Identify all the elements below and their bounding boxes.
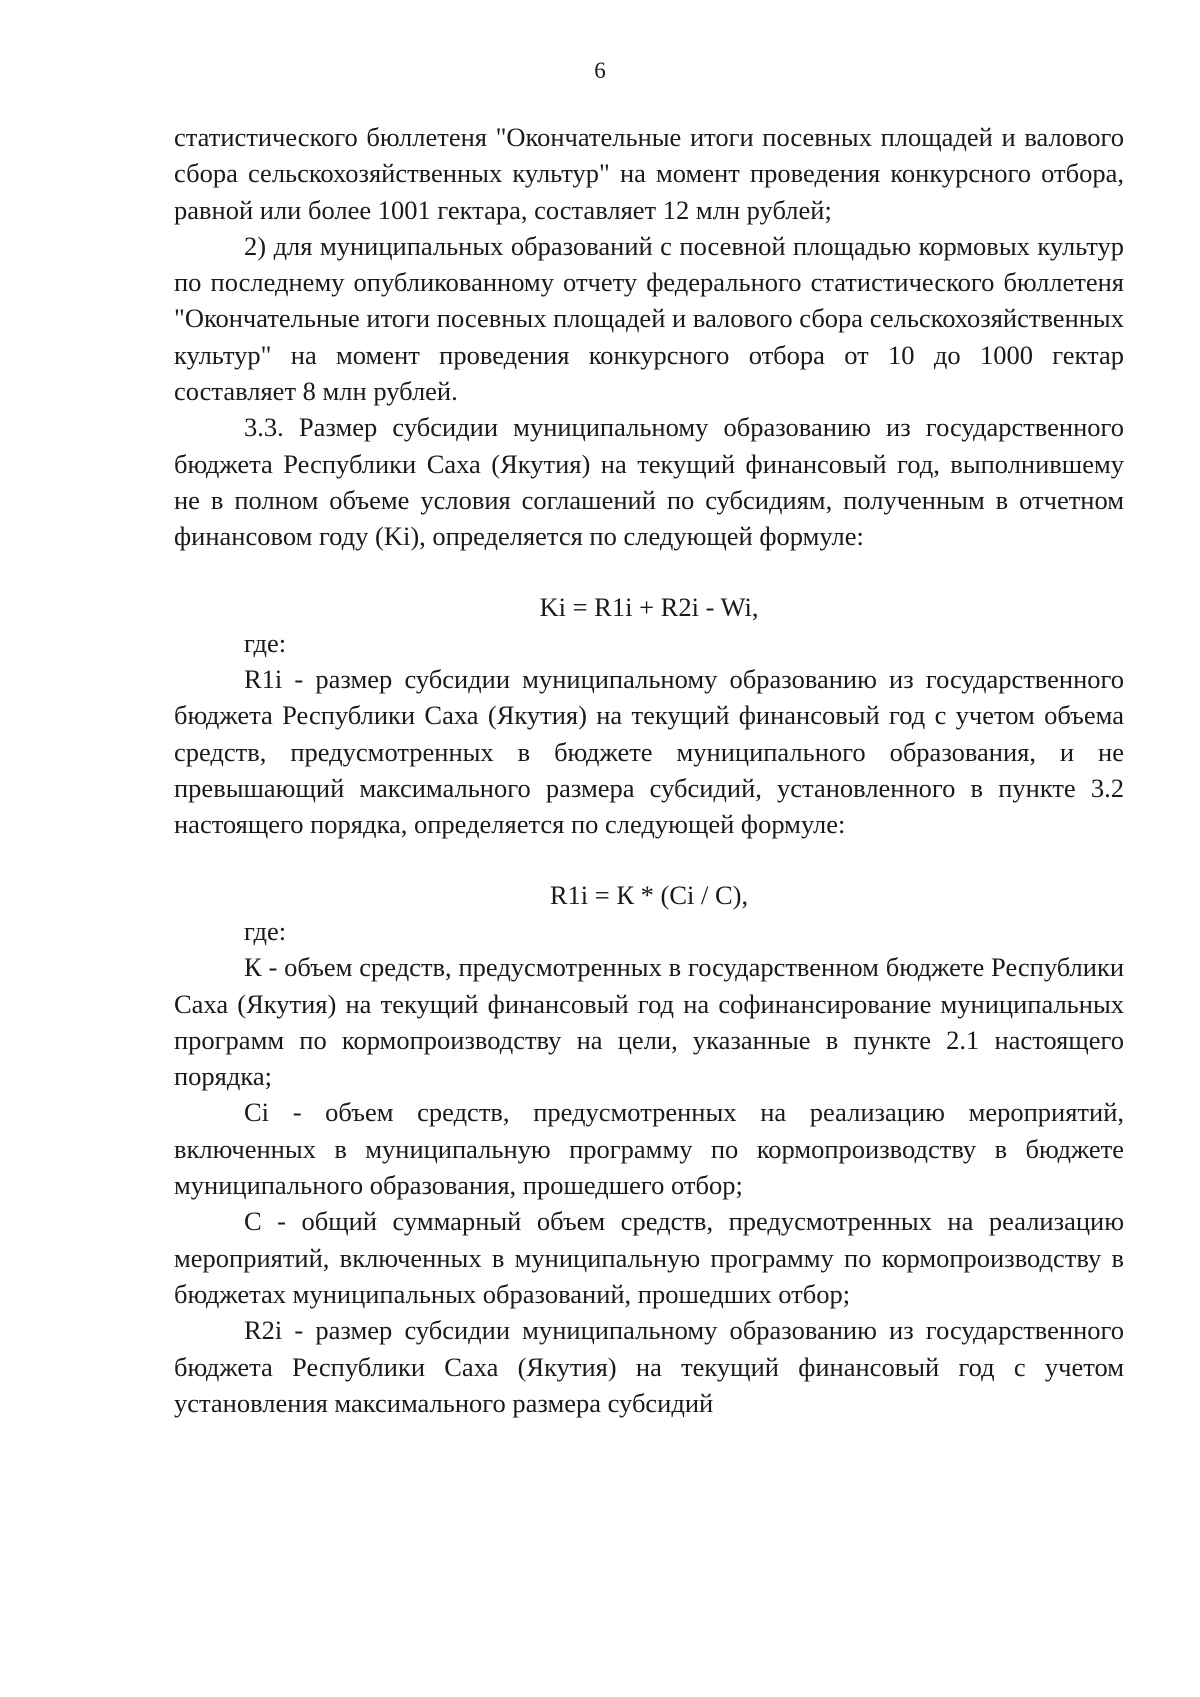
paragraph-c-definition: С - общий суммарный объем средств, предусмотренных на реализацию мероприятий, включенных в муниципальную программу по кормопроизводству в бюджетах муниципальных образований, прошедших отбор; bbox=[174, 1206, 1124, 1309]
paragraph-k-definition: К - объем средств, предусмотренных в государственном бюджете Республики Саха (Якутия) на текущий финансовый год на софинансирование муниципальных программ по кормопроизводству на цели, указанные в пункте 2.1 настоящего порядка; bbox=[174, 952, 1124, 1092]
paragraph-3-3: 3.3. Размер субсидии муниципальному образованию из государственного бюджета Республики Саха (Якутия) на текущий финансовый год, выполнившему не в полном объеме условия соглашений по субсидиям, полученным в отчетном финансовом году (Ki), определяется по следующей формуле: bbox=[174, 412, 1124, 552]
paragraph-r1i-definition: R1i - размер субсидии муниципальному образованию из государственного бюджета Республики Саха (Якутия) на текущий финансовый год с учетом объема средств, предусмотренных в бюджете муниципального образования, и не превышающий максимального размера субсидий, установленного в пункте 3.2 настоящего порядка, определяется по следующей формуле: bbox=[174, 664, 1124, 840]
page-number: 6 bbox=[594, 58, 606, 83]
where-label-1: где: bbox=[244, 627, 287, 658]
where-label-2: где: bbox=[244, 915, 287, 946]
formula-ki: Ki = R1i + R2i - Wi, bbox=[539, 591, 759, 622]
formula-r1i: R1i = К * (Ci / C), bbox=[549, 879, 749, 910]
paragraph-r2i-definition: R2i - размер субсидии муниципальному образованию из государственного бюджета Республики Саха (Якутия) на текущий финансовый год с учетом установления максимального размера субсидий bbox=[174, 1315, 1124, 1418]
document-body bbox=[174, 119, 1124, 1421]
paragraph-item-2: 2) для муниципальных образований с посевной площадью кормовых культур по последнему опубликованному отчету федерального статистического бюллетеня "Окончательные итоги посевных площадей и валового сбора сельскохозяйственных культур" на момент проведения конкурсного отбора от 10 до 1000 гектар составляет 8 млн рублей. bbox=[174, 230, 1124, 407]
paragraph-ci-definition: Ci - объем средств, предусмотренных на реализацию мероприятий, включенных в муниципальную программу по кормопроизводству в бюджете муниципального образования, прошедшего отбор; bbox=[174, 1097, 1124, 1201]
paragraph-continuation: статистического бюллетеня "Окончательные итоги посевных площадей и валового сбора сельскохозяйственных культур" на момент проведения конкурсного отбора, равной или более 1001 гектара, составляет 12 млн рублей; bbox=[174, 122, 1124, 225]
